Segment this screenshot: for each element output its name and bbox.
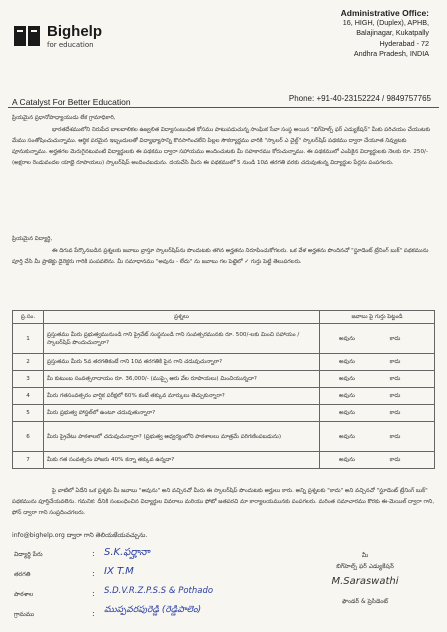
table-header-row (13, 311, 435, 324)
table-row (13, 371, 435, 388)
yes-option[interactable]: అవును (339, 376, 355, 382)
row-number: 3 (13, 371, 44, 388)
answer-cell (320, 452, 435, 469)
field-colon: : (92, 549, 95, 558)
office-title: Administrative Office: (340, 8, 429, 18)
answer-cell (320, 371, 435, 388)
intro-salutation: ప్రియమైన ప్రధానోపాధ్యాయుడు లేక గ్రామాధికారి, (12, 115, 116, 121)
village-value[interactable]: ముప్పవరపురెడ్డి (రెడ్డిపాలెం) (104, 605, 202, 615)
bighelp-logo-icon (12, 22, 42, 50)
row-number: 6 (13, 422, 44, 452)
no-option[interactable]: కాదు (389, 433, 401, 440)
intro-paragraph: భారతదేశములోని నిరుపేద బాలబాలికల ఉజ్వలిత విద్యాసంబంధిత కోసము పాటుపడుచున్న సాంఘిక సేవా సంస్థ అయిన "బిగ్‌హెల్ప్ ఫర్ ఎడ్యుకేషన్" మీకు పరిచయం చేయుటకు మేము సంతోషించుచున్నాము. ఆర్థిక పరమైన ఇబ్బందులతో విద్యాభ్యాసాన్ని కొనసాగించలేని పిల్లల సౌకర్యార్థము వారికి "స్కాలర్ ఎ చైల్డ్" స్కాలర్‌షిప్ పథకము ద్వారా చేయూత నివ్వుటకు పూనుకున్నాము. అర్హతగల మెరుగైనటువంటి విద్యార్థులకు ఈ పథకము ద్వారా సహాయము అందించుటకు మీ సహకారము కోరుచున్నాము. ఈ పథకములో ఎంపికైన విద్యార్థులకు నెలకు రూ. 250/- (అక్షరాల రెండువందల యాభై రూపాయలు) స్కాలర్‌షిప్ అందించబడును. దయచేసి మీరు ఈ పథకములో 5 నుండి 10వ తరగతి వరకు చదువుతున్న విద్యార్థుల పేర్లను పంపగలరు. (12, 127, 431, 166)
phone-number: Phone: +91-40-23152224 / 9849757765 (288, 94, 431, 103)
no-option[interactable]: కాదు (389, 359, 401, 365)
yes-option[interactable]: అవును (339, 433, 355, 440)
table-row (13, 388, 435, 405)
table-row (13, 354, 435, 371)
field-colon: : (92, 569, 95, 578)
answer-cell (320, 405, 435, 422)
table-row (13, 324, 435, 354)
signature-title: ఫౌండర్ & ప్రెసిడెంట్ (341, 598, 389, 605)
answer-cell (320, 354, 435, 371)
student-salutation: ప్రియమైన విద్యార్థి, (12, 236, 53, 242)
no-option[interactable]: కాదు (389, 457, 401, 463)
row-question: ప్రస్తుతము మీరు 5వ తరగతికంటే గాని 10వ తరగతికి పైన గాని చదువుచున్నారా? (44, 354, 320, 371)
yes-option[interactable]: అవును (339, 335, 355, 342)
table-row (13, 422, 435, 452)
row-question: మీరు గతసంవత్సరం వార్షిక పరీక్షలో 60% కంటే తక్కువ మార్కులు తెచ్చుకున్నారా? (44, 388, 320, 405)
answer-cell (320, 324, 435, 354)
contact-email: info@bighelp.org ద్వారా గాని తెలియజేయవచ్చును. (12, 532, 148, 539)
village-label: గ్రామము (14, 611, 35, 618)
col-header-answer: జవాబు పై గుర్తు పెట్టండి (320, 311, 435, 324)
col-header-question: ప్రశ్నలు (44, 311, 320, 324)
school-value[interactable]: S.D.V.R.Z.P.S.S & Pothado (104, 586, 214, 596)
table-row (13, 452, 435, 469)
no-option[interactable]: కాదు (389, 410, 401, 416)
no-option[interactable]: కాదు (389, 335, 401, 342)
answer-cell (320, 422, 435, 452)
row-question: ప్రస్తుతము మీరు ప్రభుత్వమునుండి గాని ప్రైవేట్ సంస్థనుండి గాని సంవత్సరమునకు రూ. 500/-లకు మించి సహాయం / స్కాలర్‌షిప్ పొందుచున్నారా? (44, 324, 320, 354)
brand-name: Bighelp (47, 23, 102, 40)
yes-option[interactable]: అవును (339, 457, 355, 463)
instructions-paragraph: ఈ దిగువ పేర్కొనబడిన ప్రశ్నలకు జవాబు వ్రాస్తూ స్కాలర్‌షిప్‌ను పొందుటకు తగిన అర్హతను నిరూపించుకోగలరు. ఒక వేళ అర్హతను పొందినచో "స్టూడెంట్ ట్రేనింగ్ బుక్" పథకమును పూర్తి చేసి మీ ప్రాజెక్టు డైరెక్టరు గారికి పంపవలెను. మీ సమాధానము "అవును - లేదు" ను జవాబు గల పెట్టెలో ✓ గుర్తు పెట్టి తెలుపగలరు. (12, 248, 429, 265)
student-name-value[interactable]: S.K.ఫర్హానా (104, 547, 150, 558)
handwritten-signature: M.Saraswathi (331, 576, 399, 587)
class-label: తరగతి (14, 571, 31, 578)
school-label: పాఠశాల (14, 591, 34, 598)
col-header-number: ప్ర.సం. (13, 311, 44, 324)
tagline: A Catalyst For Better Education (12, 97, 131, 107)
answer-cell (320, 388, 435, 405)
closing-paragraph: పై వాటిలో ఏదేని ఒక ప్రశ్నకు మీ జవాబు "అవును" అని వచ్చినచో మీరు ఈ స్కాలర్‌షిప్ పొందుటకు అర్హులు కారు. అన్ని ప్రశ్నలకు "కాదు" అని వచ్చినచో "స్టూడెంట్ ట్రేనింగ్ బుక్" పథకమును పూర్తిచేయవలెను. గమనిక: దీనికి సంబంధించిన విద్యార్థుల వివరాలు మరియు ఫోటో జతపరచి మా కార్యాలయమునకు పంపగలరు. మరింత సమాచారము కొరకు ఈ-మెయిల్ ద్వారా గాని, ఫోన్ ద్వారా గాని సంప్రదించగలరు. (12, 488, 435, 516)
yes-option[interactable]: అవును (339, 393, 355, 399)
row-number: 1 (13, 324, 44, 354)
class-value[interactable]: IX T.M (104, 566, 134, 577)
office-line: Hyderabad - 72 (379, 38, 429, 48)
row-number: 5 (13, 405, 44, 422)
office-line: 16, HIGH, (Duplex), APHB, (342, 18, 429, 28)
brand-subtitle: for education (47, 41, 94, 49)
office-line: Balajinagar, Kukatpally (356, 28, 429, 38)
row-number: 4 (13, 388, 44, 405)
no-option[interactable]: కాదు (389, 376, 401, 382)
yes-option[interactable]: అవును (339, 359, 355, 365)
row-question: మీకు గత సంవత్సరం హాజరు 40% కన్నా తక్కువ ఉన్నదా? (44, 452, 320, 469)
office-line: Andhra Pradesh, INDIA (353, 48, 429, 58)
row-question: మీ కుటుంబ సంవత్సరాదాయం రూ. 36,000/- (ముప్పై ఆరు వేల రూపాయలు) మించియున్నదా? (44, 371, 320, 388)
no-option[interactable]: కాదు (389, 393, 401, 399)
field-colon: : (92, 589, 95, 598)
student-name-label: విద్యార్థి పేరు (14, 551, 43, 558)
yes-option[interactable]: అవును (339, 410, 355, 416)
eligibility-table (12, 310, 435, 469)
signature-org: బిగ్‌హెల్ప్ ఫర్ ఎడ్యుకేషన్ (336, 563, 394, 570)
row-question: మీరు ప్రైవేటు పాఠశాలలో చదువుచున్నారా? (ప్రభుత్వ ఆధ్వర్యంలోని పాఠశాలలు మాత్రమే పరిగణింపబడును) (44, 422, 320, 452)
field-colon: : (92, 609, 95, 618)
office-address (259, 8, 429, 59)
row-number: 2 (13, 354, 44, 371)
row-question: మీరు ప్రభుత్వ హాస్టల్‌లో ఉంటూ చదువుతున్నారా? (44, 405, 320, 422)
signature-salutation: మీ (361, 552, 369, 559)
header-divider (8, 107, 439, 108)
row-number: 7 (13, 452, 44, 469)
table-row (13, 405, 435, 422)
